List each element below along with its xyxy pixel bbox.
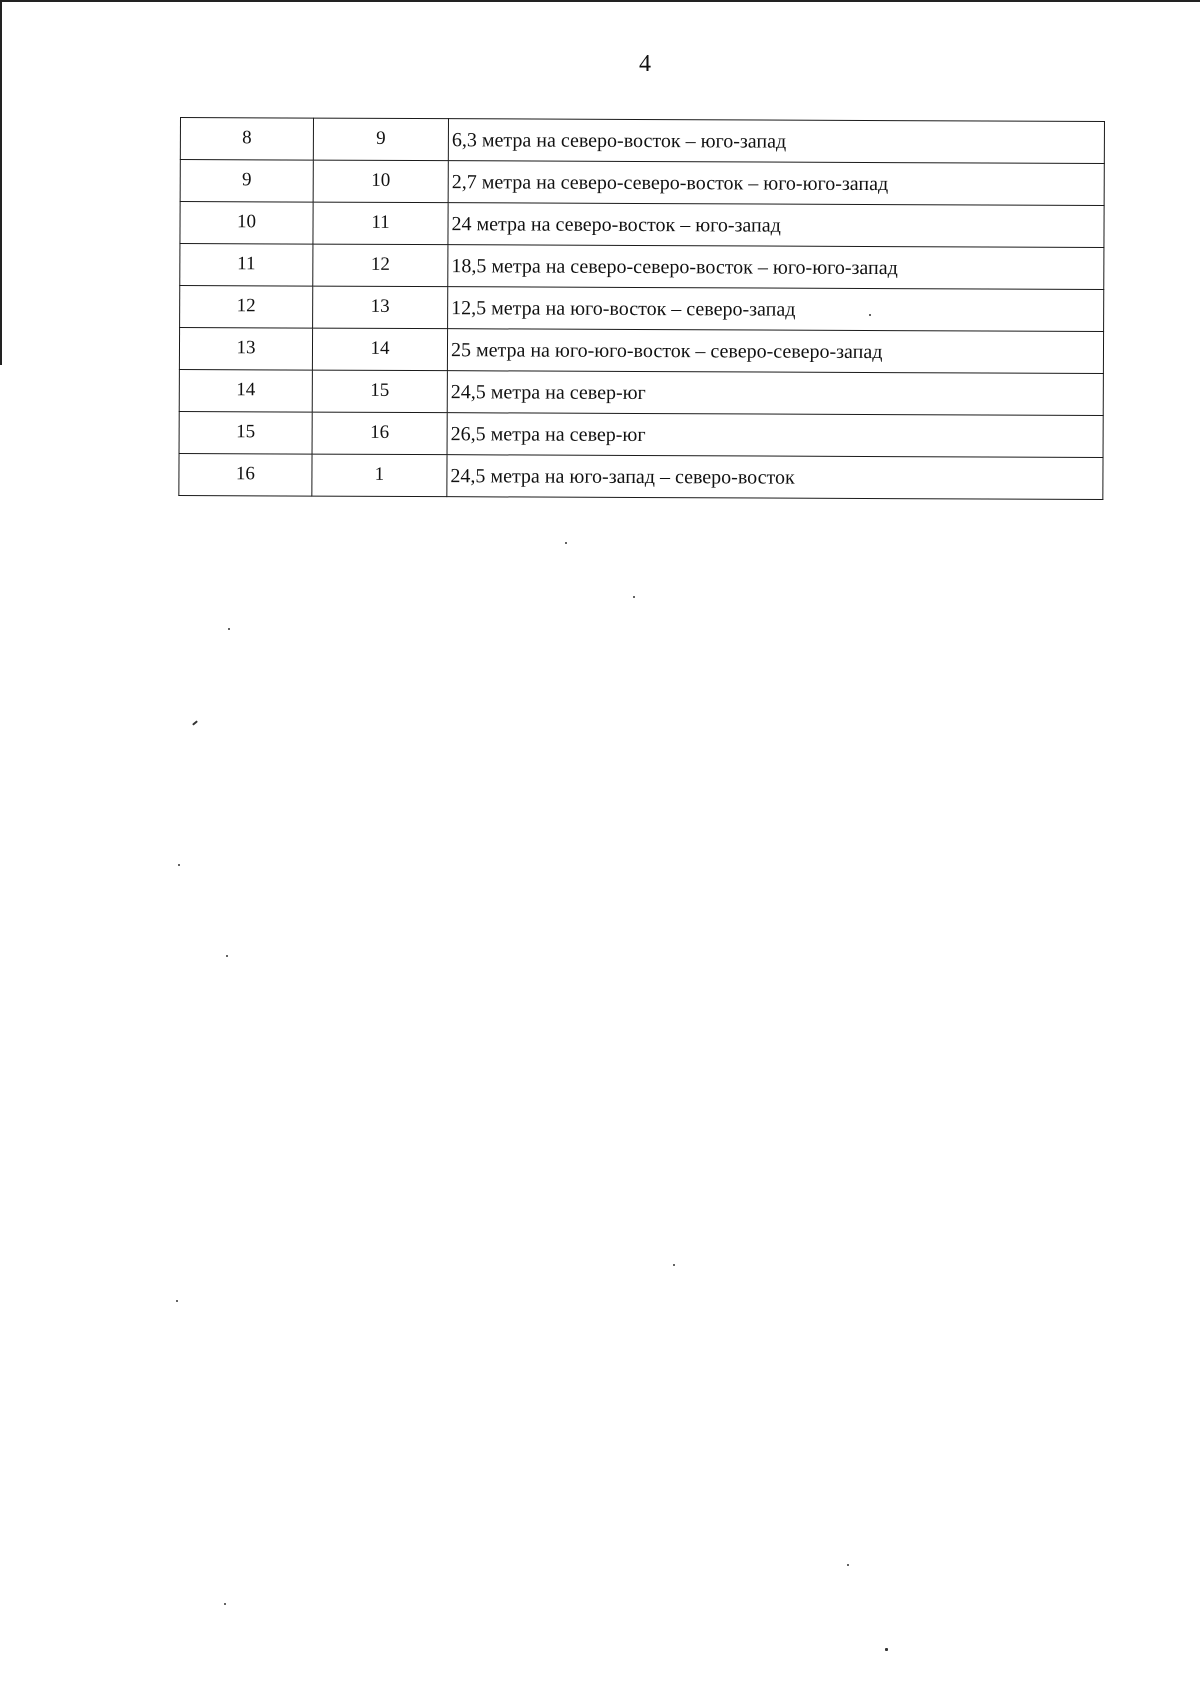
point-to-cell: 9 <box>313 118 448 161</box>
page-number: 4 <box>639 51 651 77</box>
point-from-cell: 16 <box>179 453 312 496</box>
segment-description-cell: 18,5 метра на северо-северо-восток – юго-юго-запад <box>448 245 1104 290</box>
table-row <box>179 369 1103 415</box>
table-row <box>180 244 1104 290</box>
scan-speck <box>673 1264 675 1266</box>
scan-speck <box>226 955 228 957</box>
scan-speck <box>178 864 180 866</box>
table-row <box>180 286 1104 332</box>
segment-description-cell: 2,7 метра на северо-северо-восток – юго-юго-запад <box>448 161 1104 206</box>
point-to-cell: 1 <box>312 454 447 497</box>
segment-description-cell: 25 метра на юго-юго-восток – северо-северо-запад <box>447 329 1103 374</box>
segment-description-cell: 12,5 метра на юго-восток – северо-запад <box>448 287 1104 332</box>
scan-speck <box>847 1564 849 1566</box>
table-row <box>179 328 1103 374</box>
point-from-cell: 14 <box>179 369 312 412</box>
segment-description-cell: 24,5 метра на север-юг <box>447 371 1103 416</box>
scan-speck <box>228 628 230 630</box>
point-to-cell: 10 <box>313 160 448 203</box>
table-row <box>179 411 1103 457</box>
table-row <box>180 202 1104 248</box>
table-row <box>180 160 1104 206</box>
table-row <box>179 453 1103 499</box>
scan-speck <box>869 314 871 316</box>
scan-speck <box>176 1300 178 1302</box>
point-to-cell: 13 <box>313 286 448 329</box>
segment-description-cell: 24,5 метра на юго-запад – северо-восток <box>447 455 1103 500</box>
scan-speck <box>192 720 198 725</box>
scan-speck <box>885 1648 888 1651</box>
scan-speck <box>565 542 567 544</box>
point-from-cell: 15 <box>179 411 312 454</box>
point-from-cell: 8 <box>180 118 313 161</box>
point-from-cell: 10 <box>180 202 313 245</box>
boundary-segments-table <box>178 117 1105 500</box>
point-to-cell: 16 <box>312 412 447 455</box>
scan-speck <box>224 1603 226 1605</box>
scan-speck <box>633 596 635 598</box>
point-to-cell: 11 <box>313 202 448 245</box>
point-to-cell: 15 <box>312 370 447 413</box>
point-from-cell: 9 <box>180 160 313 203</box>
point-to-cell: 14 <box>312 328 447 371</box>
point-from-cell: 13 <box>179 328 312 371</box>
segment-description-cell: 6,3 метра на северо-восток – юго-запад <box>448 119 1104 164</box>
point-from-cell: 11 <box>180 244 313 287</box>
segment-description-cell: 24 метра на северо-восток – юго-запад <box>448 203 1104 248</box>
segment-description-cell: 26,5 метра на север-юг <box>447 413 1103 458</box>
scan-edge-top <box>0 0 1200 2</box>
point-from-cell: 12 <box>180 286 313 329</box>
table-row <box>180 118 1104 164</box>
point-to-cell: 12 <box>313 244 448 287</box>
